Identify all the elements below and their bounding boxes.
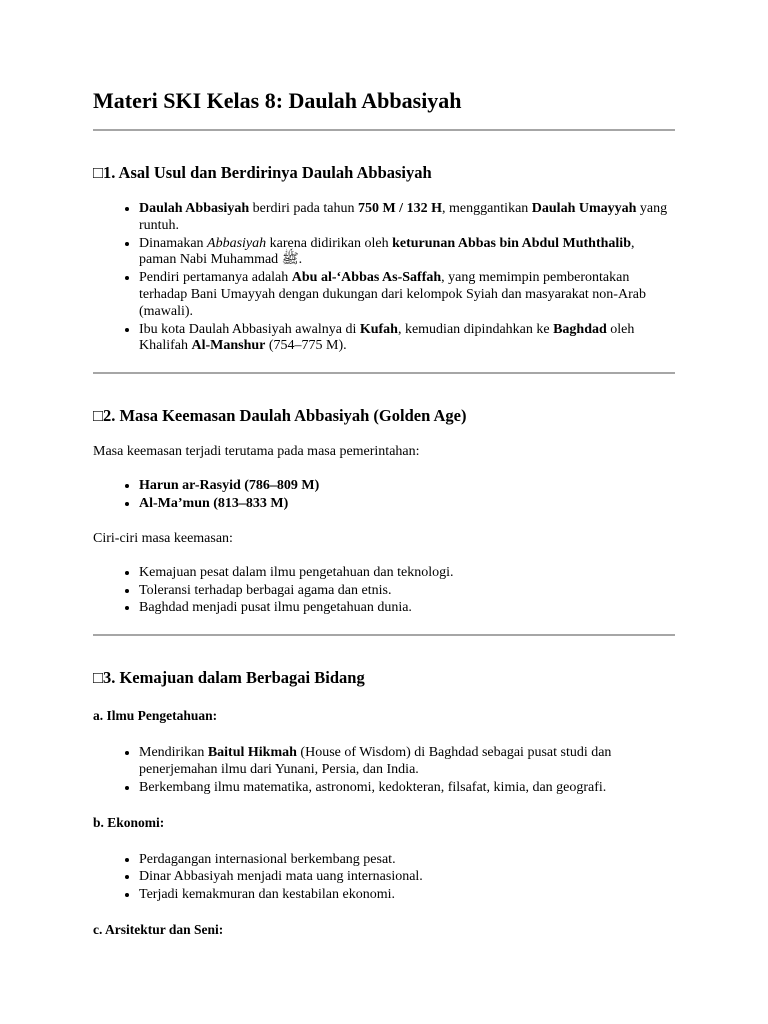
bold-text: Daulah Umayyah bbox=[531, 201, 637, 216]
text: , yang memimpin pemberontakan terhadap Bani Umayyah dengan dukungan dari kelompok Syiah dan masyarakat non-Arab (mawali). bbox=[139, 270, 646, 319]
subsection-a-title: a. Ilmu Pengetahuan: bbox=[93, 708, 218, 724]
list-item bbox=[139, 744, 675, 779]
bold-text: Daulah Abbasiyah bbox=[139, 201, 250, 216]
bold-text: Al-Manshur bbox=[191, 338, 266, 354]
section-1-list bbox=[93, 200, 675, 355]
text: Perdagangan internasional berkembang pesat. bbox=[139, 851, 396, 867]
text: karena didirikan oleh bbox=[266, 235, 393, 251]
list-item bbox=[139, 235, 675, 270]
bold-text: keturunan Abbas bin Abdul Muththalib bbox=[392, 235, 631, 251]
list-item bbox=[139, 495, 675, 513]
text: berdiri pada tahun bbox=[249, 201, 358, 216]
italic-text: Abbasiyah bbox=[207, 235, 267, 251]
text: Dinar Abbasiyah menjadi mata uang internasional. bbox=[139, 869, 423, 885]
list-item bbox=[139, 477, 675, 495]
list-item bbox=[139, 851, 675, 869]
text: , menggantikan bbox=[441, 201, 532, 216]
divider bbox=[93, 634, 675, 636]
list-item bbox=[139, 269, 675, 320]
missing-glyph-icon: □ bbox=[93, 163, 103, 182]
section-2-intro: Masa keemasan terjadi terutama pada masa pemerintahan: bbox=[93, 444, 420, 460]
text: Baghdad menjadi pusat ilmu pengetahuan dunia. bbox=[139, 600, 412, 616]
text: Ibu kota Daulah Abbasiyah awalnya di bbox=[139, 321, 360, 337]
section-3-heading bbox=[93, 668, 675, 688]
section-2-heading bbox=[93, 406, 675, 426]
text: Mendirikan bbox=[139, 745, 208, 761]
text: Berkembang ilmu matematika, astronomi, kedokteran, filsafat, kimia, dan geografi. bbox=[139, 779, 607, 795]
list-item bbox=[139, 200, 675, 235]
rulers-list bbox=[93, 477, 675, 513]
list-item bbox=[139, 321, 675, 356]
features-list bbox=[93, 564, 675, 617]
subsection-b-list bbox=[93, 851, 675, 904]
document-content bbox=[93, 88, 675, 938]
bold-text: Abu al-‘Abbas As-Saffah bbox=[291, 270, 442, 286]
divider bbox=[93, 129, 675, 131]
list-item bbox=[139, 779, 675, 797]
bold-text: Al-Ma’mun (813–833 M) bbox=[139, 495, 289, 511]
page-title: Materi SKI Kelas 8: Daulah Abbasiyah bbox=[93, 88, 462, 113]
section-1-title: 1. Asal Usul dan Berdirinya Daulah Abbasiyah bbox=[102, 163, 432, 182]
text: oleh Khalifah bbox=[139, 321, 635, 354]
section-2-title: 2. Masa Keemasan Daulah Abbasiyah (Golden Age) bbox=[102, 406, 467, 426]
bold-text: 750 M / 132 H bbox=[357, 201, 442, 216]
text: Kemajuan pesat dalam ilmu pengetahuan dan teknologi. bbox=[139, 564, 454, 580]
list-item bbox=[139, 599, 675, 617]
subsection-b-title: b. Ekonomi: bbox=[93, 814, 165, 830]
list-item bbox=[139, 868, 675, 886]
text: (House of Wisdom) di Baghdad sebagai pusat studi dan penerjemahan ilmu dari Yunani, Persia, dan India. bbox=[139, 745, 612, 777]
list-item bbox=[139, 582, 675, 600]
list-item bbox=[139, 886, 675, 904]
section-1-heading bbox=[93, 163, 675, 183]
subsection-c-title: c. Arsitektur dan Seni: bbox=[93, 921, 224, 937]
text: Dinamakan bbox=[139, 235, 208, 251]
bold-text: Harun ar-Rasyid (786–809 M) bbox=[139, 478, 320, 494]
text: , kemudian dipindahkan ke bbox=[397, 321, 554, 337]
missing-glyph-icon: □ bbox=[93, 406, 103, 426]
bold-text: Baghdad bbox=[553, 321, 607, 337]
list-item bbox=[139, 564, 675, 582]
text: (754–775 M). bbox=[265, 338, 347, 354]
text: yang runtuh. bbox=[139, 201, 668, 233]
bold-text: Kufah bbox=[359, 321, 398, 337]
section-3-title: 3. Kemajuan dalam Berbagai Bidang bbox=[102, 668, 365, 688]
subsection-a-list bbox=[93, 744, 675, 796]
divider bbox=[93, 372, 675, 374]
text: , paman Nabi Muhammad ﷺ. bbox=[139, 235, 635, 268]
bold-text: Baitul Hikmah bbox=[207, 745, 297, 761]
text: Terjadi kemakmuran dan kestabilan ekonomi. bbox=[139, 887, 395, 903]
features-intro: Ciri-ciri masa keemasan: bbox=[93, 530, 233, 546]
text: Pendiri pertamanya adalah bbox=[139, 270, 292, 286]
missing-glyph-icon: □ bbox=[93, 668, 103, 688]
text: Toleransi terhadap berbagai agama dan etnis. bbox=[139, 582, 392, 598]
